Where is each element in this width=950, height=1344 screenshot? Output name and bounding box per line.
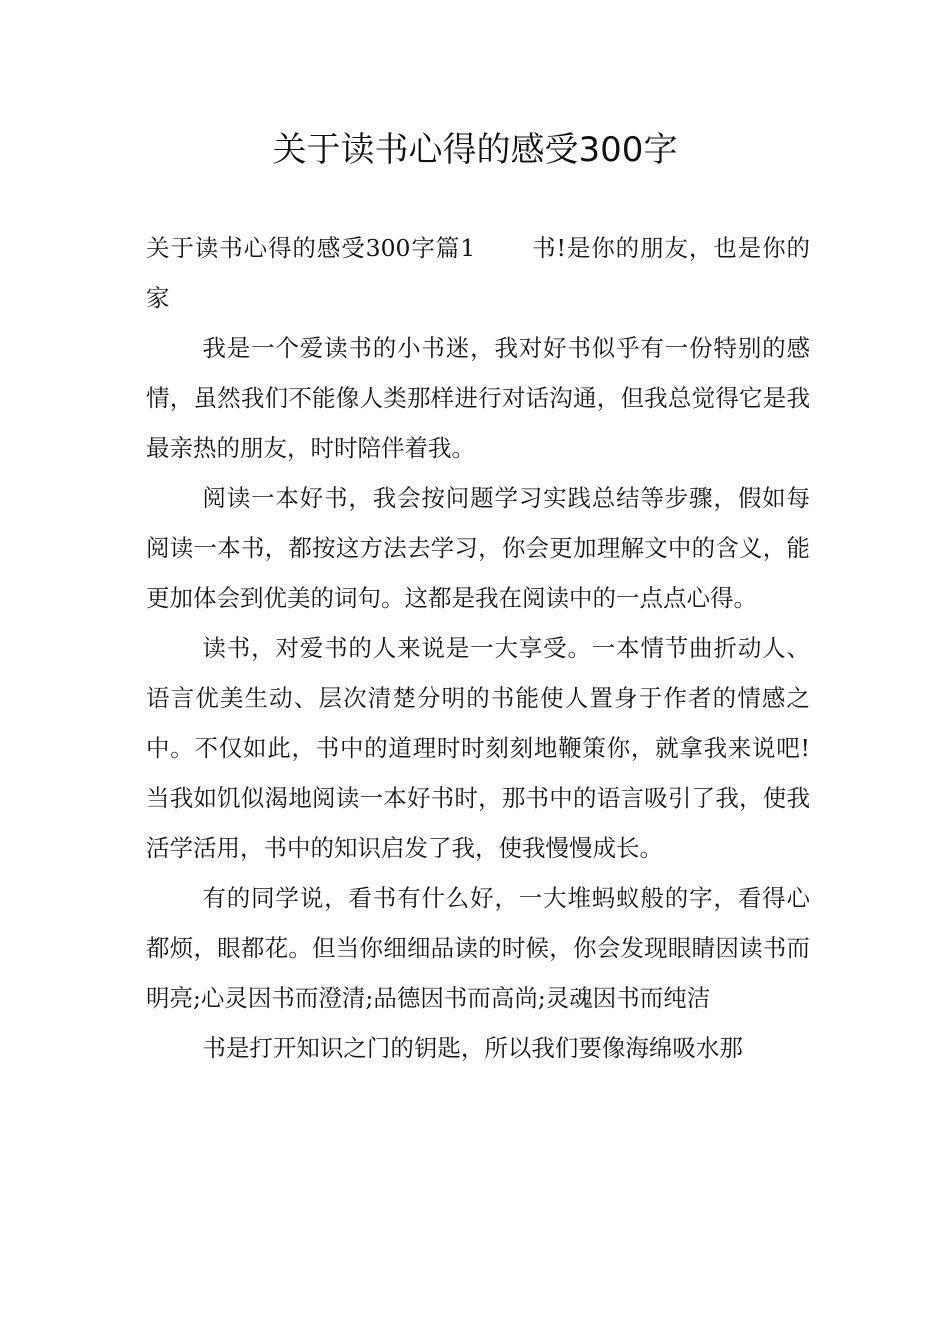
document-title: 关于读书心得的感受300字 bbox=[272, 130, 678, 170]
document-body bbox=[146, 223, 810, 1073]
paragraph-5: 书是打开知识之门的钥匙，所以我们要像海绵吸水那 bbox=[202, 1034, 743, 1062]
intro-line bbox=[146, 223, 810, 323]
intro-subheading: 书!是你的朋友，也是你的家 bbox=[146, 234, 810, 312]
paragraph-3: 读书，对爱书的人来说是一大享受。一本情节曲折动人、语言优美生动、层次清楚分明的书能使人置身于作者的情感之中。不仅如此，书中的道理时时刻刻地鞭策你，就拿我来说吧!当我如饥似渴地阅读一本好书时，那书中的语言吸引了我，使我活学活用，书中的知识启发了我，使我慢慢成长。 bbox=[146, 634, 810, 862]
paragraph-2: 阅读一本好书，我会按问题学习实践总结等步骤，假如每阅读一本书，都按这方法去学习，你会更加理解文中的含义，能更加体会到优美的词句。这都是我在阅读中的一点点心得。 bbox=[146, 484, 810, 612]
paragraph-1: 我是一个爱读书的小书迷，我对好书似乎有一份特别的感情，虽然我们不能像人类那样进行对话沟通，但我总觉得它是我最亲热的朋友，时时陪伴着我。 bbox=[146, 334, 810, 462]
paragraph-4: 有的同学说，看书有什么好，一大堆蚂蚁般的字，看得心都烦，眼都花。但当你细细品读的时候，你会发现眼睛因读书而明亮;心灵因书而澄清;品德因书而高尚;灵魂因书而纯洁 bbox=[146, 884, 810, 1012]
intro-heading: 关于读书心得的感受300字篇1 bbox=[146, 234, 476, 262]
